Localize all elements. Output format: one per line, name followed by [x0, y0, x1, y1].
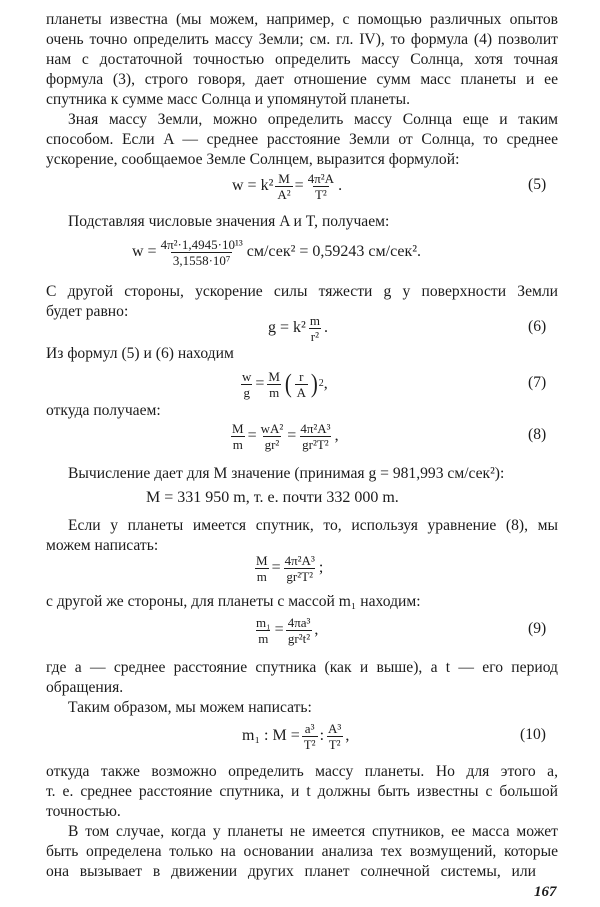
equation-9	[252, 610, 318, 650]
denominator: A	[296, 384, 307, 400]
fraction	[254, 615, 273, 646]
text-line: она вызывает в движении других планет солнечной системы, или	[46, 863, 536, 880]
eq-tail: ,	[314, 621, 319, 638]
equation-6	[268, 310, 328, 346]
numerator: wA²	[260, 420, 284, 436]
numerator: 4π²A³	[300, 420, 331, 436]
equation-8	[228, 416, 339, 456]
text-line: Вычисление дает для M значение (принимая g = 981,993 см/сек²):	[68, 465, 505, 482]
denominator: 3,1558·10⁷	[172, 252, 231, 268]
eq-tail: ,	[345, 727, 350, 744]
text-line: Из формул (5) и (6) находим	[46, 345, 234, 362]
eq-sign: =	[247, 427, 257, 444]
equation-number: (8)	[528, 426, 547, 443]
eq-lhs: w =	[132, 243, 157, 260]
numerator: M	[256, 552, 268, 568]
numerator: 4π²A	[307, 170, 335, 186]
fraction	[286, 615, 313, 646]
text-line: M = 331 950 m, т. е. почти 332 000 m.	[146, 489, 399, 506]
eq-tail: ;	[318, 559, 324, 576]
denominator: m	[269, 384, 280, 400]
fraction	[308, 313, 322, 344]
numerator: 4π²A³	[284, 552, 315, 568]
eq-tail: .	[323, 319, 328, 336]
eq-tail: ,	[323, 375, 328, 392]
numerator: 4π²·1,4945·10¹³	[160, 236, 243, 252]
eq-lhs: w = k²	[232, 177, 274, 194]
eq-sign: =	[271, 559, 281, 576]
fraction	[159, 237, 245, 268]
denominator: T²	[314, 186, 327, 202]
eq-tail: ,	[334, 427, 339, 444]
numerator: m	[309, 312, 320, 328]
eq-sign: =	[274, 621, 284, 638]
equation-7: $\frac{w}{g}$ = $\frac{M}{m}$ ( $\frac{r}{A}$ ) 2 ,	[242, 368, 328, 400]
equation-8b	[252, 548, 323, 588]
eq-sign: =	[294, 177, 304, 194]
text-line: нам с достаточной точностью определить массу Солнца, хотя точная	[46, 51, 558, 68]
fraction	[259, 421, 286, 452]
numerator: M	[232, 420, 244, 436]
text-line: откуда получаем:	[46, 402, 161, 419]
equation-5	[232, 168, 342, 204]
fraction	[254, 553, 270, 584]
text-line: С другой стороны, ускорение силы тяжести g у поверхности Земли	[46, 283, 558, 300]
eq-rhs: см/сек² = 0,59243 см/сек².	[246, 243, 422, 260]
denominator: r²	[310, 328, 319, 344]
text-line: обращения.	[46, 679, 124, 696]
text-line: быть определена только на основании анализа тех возмущений, которые	[46, 843, 558, 860]
numerator: A³	[328, 720, 342, 736]
text-line: способом. Если A — среднее расстояние Земли от Солнца, то среднее	[46, 131, 558, 148]
eq-lhs: m₁ : M =	[242, 727, 300, 744]
denominator: T²	[328, 736, 341, 752]
denominator: g	[243, 384, 250, 400]
text-line: где a — среднее расстояние спутника (как и выше), а t — его период	[46, 659, 558, 676]
eq-tail: .	[338, 177, 343, 194]
eq-sign: =	[255, 375, 265, 392]
numerator: a³	[304, 720, 315, 736]
denominator: m	[256, 568, 267, 584]
text-line: откуда также возможно определить массу планеты. Но для этого a,	[46, 763, 558, 780]
text-line: можем написать:	[46, 537, 159, 554]
denominator: m	[258, 630, 269, 646]
left-paren: (	[284, 369, 292, 398]
fraction	[306, 171, 336, 202]
text-line: т. е. среднее расстояние спутника, и t должны быть известны с большой	[46, 783, 558, 800]
numerator: 4πa³	[287, 614, 311, 630]
equation-numeric	[132, 234, 421, 270]
text-line: Таким образом, мы можем написать:	[68, 699, 312, 716]
numerator: w	[242, 368, 252, 384]
fraction	[326, 721, 343, 752]
denominator: A²	[277, 186, 291, 202]
fraction	[283, 553, 317, 584]
fraction	[230, 421, 246, 452]
equation-number: (9)	[528, 620, 547, 637]
equation-number: (5)	[528, 176, 547, 193]
fraction	[266, 369, 282, 400]
text-line: Зная массу Земли, можно определить массу Солнца еще и таким	[68, 111, 558, 128]
equation-number: (6)	[528, 318, 547, 335]
text-line: формула (3), строго говоря, дает отношение сумм масс планеты и ее	[46, 71, 558, 88]
equation-10	[242, 716, 349, 756]
eq-ratio: :	[319, 727, 325, 744]
fraction	[275, 171, 292, 202]
denominator: gr²	[264, 436, 280, 452]
text-line: будет равно:	[46, 303, 129, 320]
fraction	[298, 421, 332, 452]
denominator: gr²T²	[302, 436, 329, 452]
text-line: спутника к сумме масс Солнца и упомянутой планеты.	[46, 91, 410, 108]
text-line: очень точно определить массу Земли; см. гл. IV), то формула (4) позволит	[46, 31, 558, 48]
eq-sign: =	[287, 427, 297, 444]
equation-number: (7)	[528, 374, 547, 391]
fraction	[240, 369, 253, 400]
numerator: m₁	[256, 614, 271, 630]
denominator: gr²T²	[286, 568, 313, 584]
text-line: Если у планеты имеется спутник, то, используя уравнение (8), мы	[68, 517, 558, 534]
numerator: M	[268, 368, 280, 384]
equation-number: (10)	[520, 726, 546, 743]
text-line: с другой же стороны, для планеты с массой m₁ находим:	[46, 593, 421, 610]
text-line: планеты известна (мы можем, например, с помощью различных опытов	[46, 11, 558, 28]
text-line: В том случае, когда у планеты не имеется спутников, ее масса может	[68, 823, 558, 840]
text-line: ускорение, сообщаемое Земле Солнцем, выразится формулой:	[46, 151, 460, 168]
numerator: r	[299, 368, 304, 384]
page-number: 167	[534, 884, 557, 900]
denominator: m	[232, 436, 243, 452]
right-paren: )	[310, 369, 318, 398]
denominator: gr²t²	[287, 630, 311, 646]
fraction	[295, 369, 308, 400]
fraction	[302, 721, 318, 752]
text-line: точностью.	[46, 803, 121, 820]
text-line: Подставляя числовые значения A и T, получаем:	[68, 213, 390, 230]
denominator: T²	[303, 736, 316, 752]
eq-lhs: g = k²	[268, 319, 306, 336]
numerator: M	[278, 170, 290, 186]
